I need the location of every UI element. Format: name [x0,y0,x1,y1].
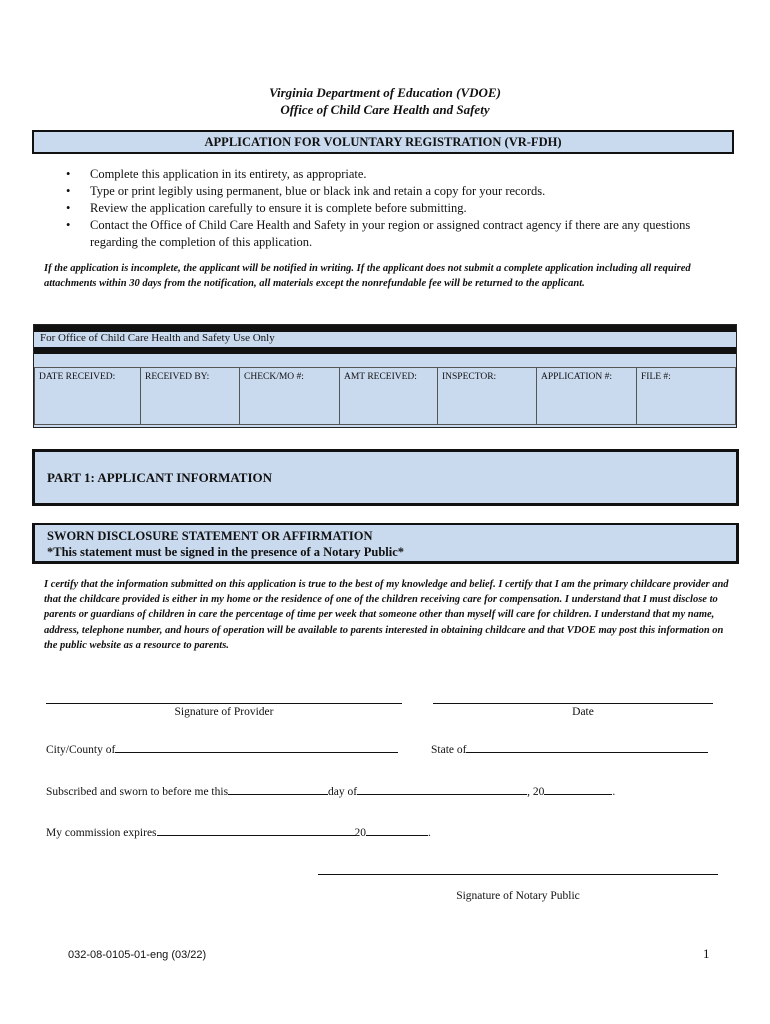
sworn-header [32,523,739,564]
notary-signature-label: Signature of Notary Public [456,890,580,902]
sworn-title: SWORN DISCLOSURE STATEMENT OR AFFIRMATION [47,529,373,543]
date-received-field[interactable]: DATE RECEIVED: [35,368,141,425]
day-input[interactable] [228,783,328,795]
part1-title: PART 1: APPLICANT INFORMATION [47,470,273,485]
check-mo-field[interactable]: CHECK/MO #: [240,368,340,425]
instruction-item: • Contact the Office of Child Care Health and Safety in your region or assigned contract agency if there are any questions regarding the completion of this application. [66,217,706,251]
office-use-section [33,324,737,428]
office-use-table [34,367,736,425]
commission-label: My commission expires [46,827,157,839]
page-number: 1 [703,946,710,961]
period: . [428,827,431,839]
received-by-field[interactable]: RECEIVED BY: [141,368,240,425]
certification-statement: I certify that the information submitted on this application is true to the best of my knowledge and belief. I certify that I am the primary childcare provider and that the childcare provided is either in my home or the residence of one of the children receiving care for compensation. I understand that I must disclose to parents or guardians of children in care the percentage of time per week that someone other than myself will care for children. I understand that my name, address, telephone number, and hours of operation will be available to parents interested in obtaining childcare and that VDOE may post this information on the public website as a resource to parents. [44,579,729,651]
date-label: Date [572,706,594,718]
office-use-label: For Office of Child Care Health and Safety Use Only [40,332,275,344]
commission-date-input[interactable] [157,824,355,836]
file-number-field[interactable]: FILE #: [637,368,736,425]
provider-signature-line[interactable] [46,703,402,704]
inspector-field[interactable]: INSPECTOR: [438,368,537,425]
divider [34,325,736,332]
form-number: 032-08-0105-01-eng (03/22) [68,949,207,961]
city-county-input[interactable] [115,741,398,753]
period: . [612,786,616,798]
commission-year-input[interactable] [366,824,428,836]
instruction-item: • Complete this application in its entirety, as appropriate. [66,166,706,183]
form-title: APPLICATION FOR VOLUNTARY REGISTRATION (VR-FDH) [32,130,734,154]
city-county-row [46,741,398,756]
subscribed-label: Subscribed and sworn to before me this [46,786,229,798]
state-row [431,741,708,756]
instruction-item: • Type or print legibly using permanent, blue or black ink and retain a copy for your records. [66,183,706,200]
notary-signature-line[interactable] [318,874,718,875]
state-input[interactable] [466,741,708,753]
instructions-list [66,166,706,251]
agency-title: Virginia Department of Education (VDOE) [269,85,501,100]
amt-received-field[interactable]: AMT RECEIVED: [340,368,438,425]
office-title: Office of Child Care Health and Safety [280,102,490,117]
application-number-field[interactable]: APPLICATION #: [537,368,637,425]
commission-year-prefix: 20 [354,827,367,839]
commission-row [46,824,431,839]
subscribed-row [46,783,615,798]
day-of-label: day of [328,786,358,798]
sworn-subtitle: *This statement must be signed in the presence of a Notary Public* [47,545,405,559]
part1-header [32,449,739,506]
incomplete-warning: If the application is incomplete, the applicant will be notified in writing. If the applicant does not submit a complete application including all required attachments within 30 days from the notification, all materials except the nonrefundable fee will be returned to the applicant. [44,263,691,289]
month-input[interactable] [357,783,527,795]
provider-signature-label: Signature of Provider [174,706,274,718]
date-line[interactable] [433,703,713,704]
year-prefix: , 20 [527,786,545,798]
year-input[interactable] [544,783,612,795]
divider [34,347,736,354]
city-county-label: City/County of [46,744,116,756]
state-label: State of [431,744,467,756]
instruction-item: • Review the application carefully to ensure it is complete before submitting. [66,200,706,217]
